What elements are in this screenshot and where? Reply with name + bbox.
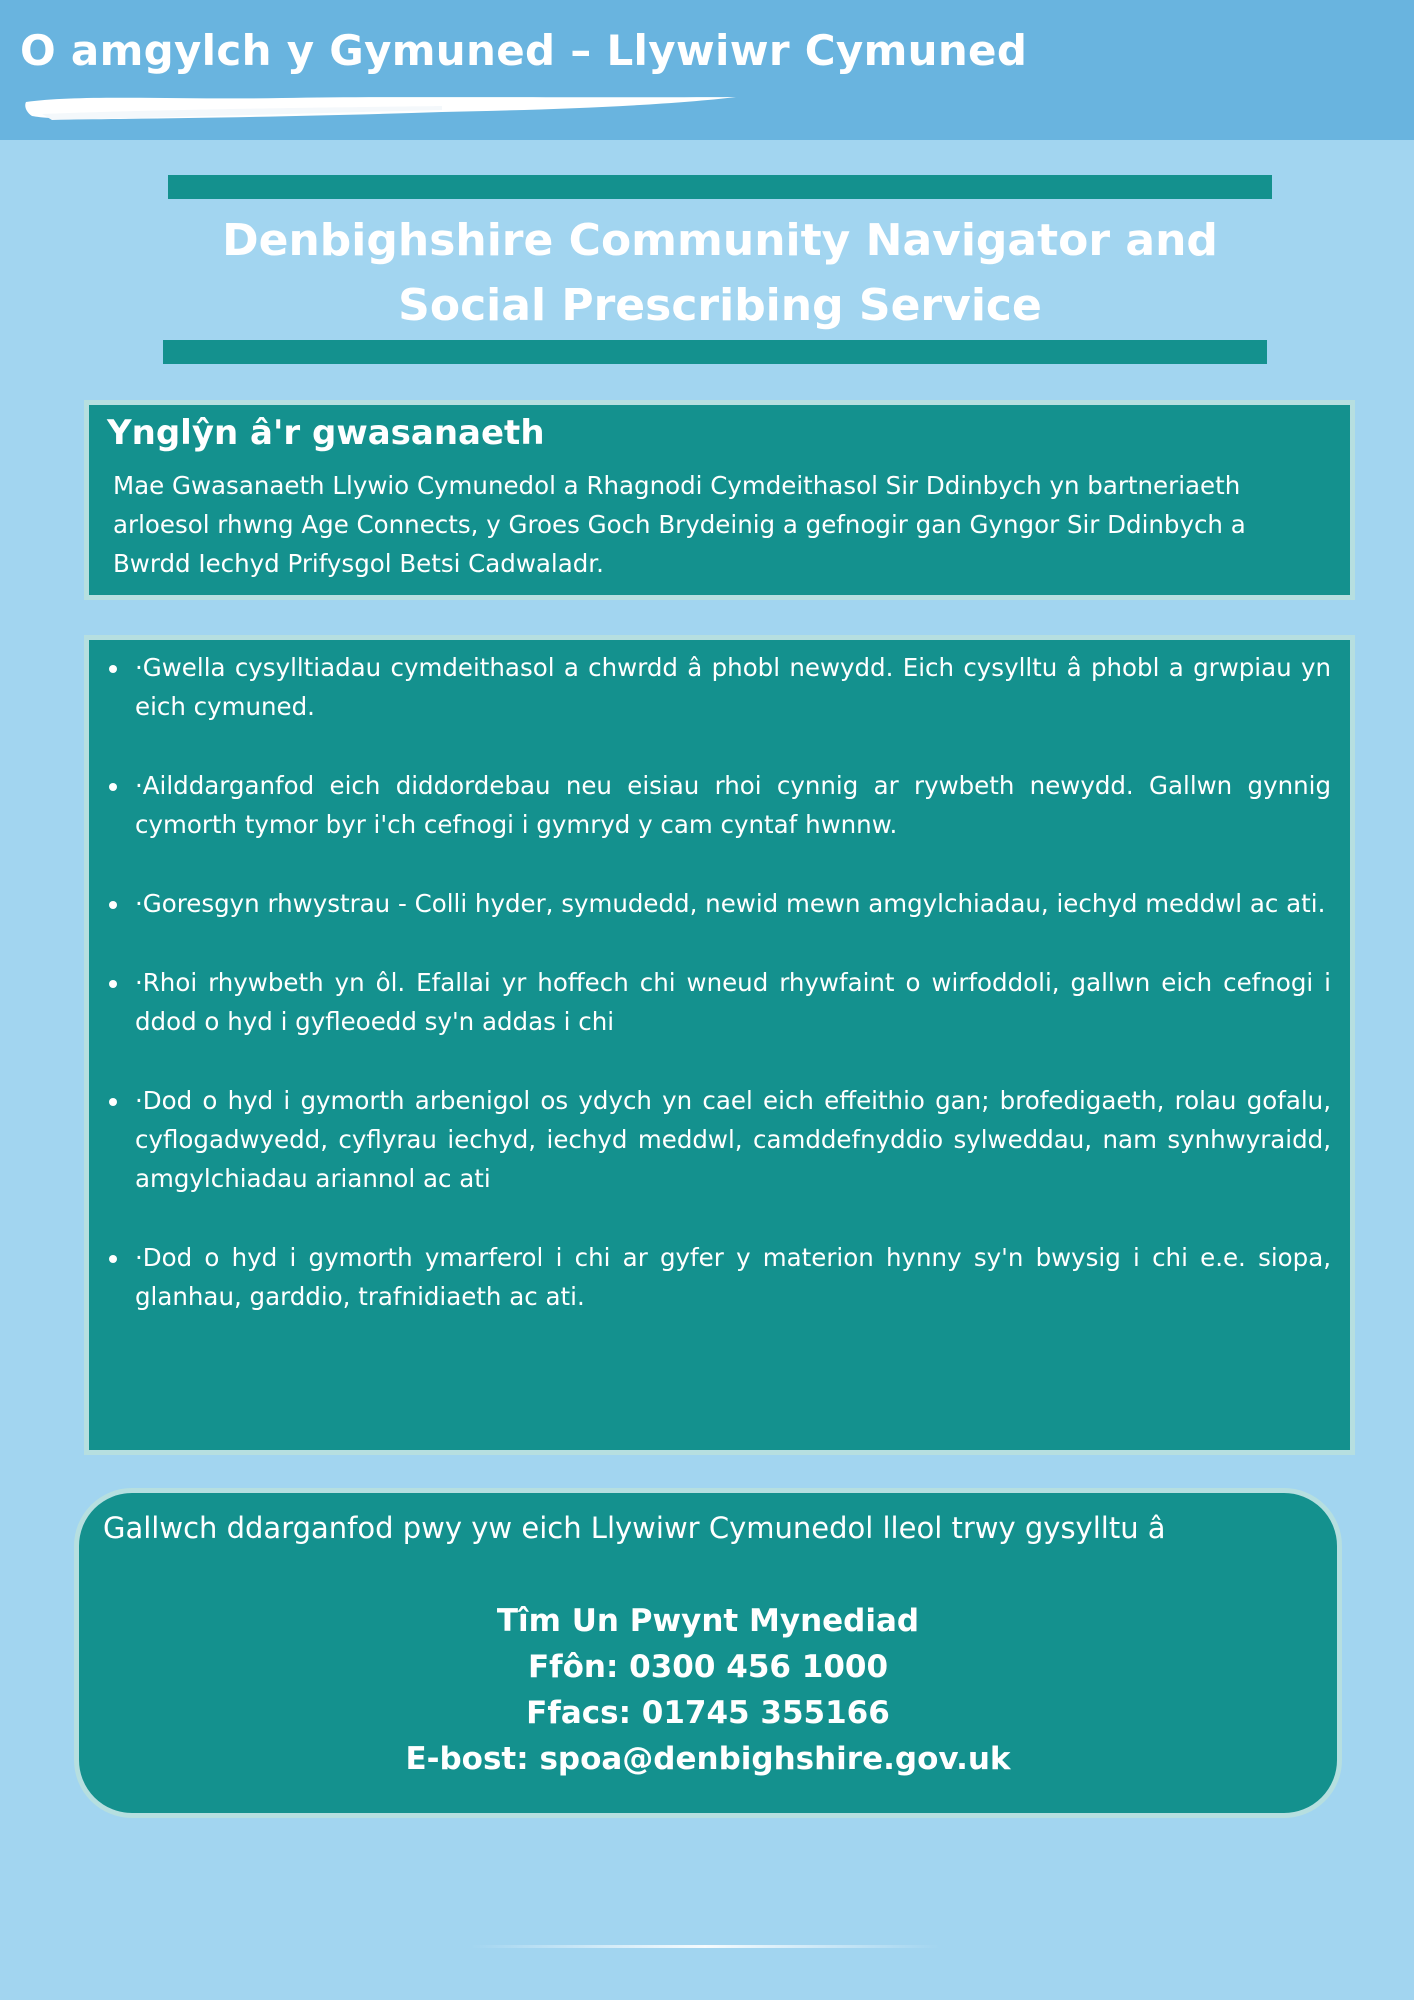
benefits-section xyxy=(84,635,1355,1455)
about-heading: Ynglŷn â'r gwasanaeth xyxy=(107,413,545,453)
list-item: • ·Rhoi rhywbeth yn ôl. Efallai yr hoffech chi wneud rhywfaint o wirfoddoli, gallwn eich cefnogi i ddod o hyd i gyfleoedd sy'n addas i chi xyxy=(131,963,1331,1041)
service-title: Denbighshire Community Navigator and Social Prescribing Service xyxy=(222,215,1218,331)
title-divider-top xyxy=(168,175,1272,199)
contact-fax: Ffacs: 01745 355166 xyxy=(526,1695,890,1731)
contact-section xyxy=(74,1488,1342,1818)
header-title: O amgylch y Gymuned – Llywiwr Cymuned xyxy=(20,26,1028,75)
list-item: • ·Ailddarganfod eich diddordebau neu eisiau rhoi cynnig ar rywbeth newydd. Gallwn gynnig cymorth tymor byr i'ch cefnogi i gymryd y cam cyntaf hwnnw. xyxy=(131,766,1331,844)
list-item: • ·Dod o hyd i gymorth arbenigol os ydych yn cael eich effeithio gan; brofedigaeth, rolau gofalu, cyflogadwyedd, cyflyrau iechyd, iechyd meddwl, camddefnyddio sylweddau, nam synhwyraidd, amgylchiadau ariannol ac ati xyxy=(131,1081,1331,1198)
contact-phone[interactable]: Ffôn: 0300 456 1000 xyxy=(527,1649,889,1685)
list-item: • ·Dod o hyd i gymorth ymarferol i chi ar gyfer y materion hynny sy'n bwysig i chi e.e. siopa, glanhau, garddio, trafnidiaeth ac ati. xyxy=(131,1238,1331,1316)
contact-team: Tîm Un Pwynt Mynediad xyxy=(496,1603,920,1639)
benefits-list xyxy=(131,648,1331,1356)
list-item: • ·Gwella cysylltiadau cymdeithasol a chwrdd â phobl newydd. Eich cysylltu â phobl a grwpiau yn eich cymuned. xyxy=(131,648,1331,726)
about-text: Mae Gwasanaeth Llywio Cymunedol a Rhagnodi Cymdeithasol Sir Ddinbych yn bartneriaeth arloesol rhwng Age Connects, y Groes Goch Brydeinig a gefnogir gan Gyngor Sir Ddinbych a Bwrdd Iechyd Prifysgol Betsi Cadwaladr. xyxy=(113,471,1246,578)
footer-divider xyxy=(470,1945,940,1948)
header-banner xyxy=(0,0,1414,140)
title-divider-bottom xyxy=(163,340,1267,364)
redaction-brush-stroke xyxy=(22,88,742,128)
list-item: • ·Goresgyn rhwystrau - Colli hyder, symudedd, newid mewn amgylchiadau, iechyd meddwl ac ati. xyxy=(131,884,1331,923)
contact-intro: Gallwch ddarganfod pwy yw eich Llywiwr Cymunedol lleol trwy gysylltu â xyxy=(103,1511,1166,1545)
contact-email[interactable]: E-bost: spoa@denbighshire.gov.uk xyxy=(405,1741,1011,1777)
about-section xyxy=(84,400,1355,600)
contact-details xyxy=(79,1598,1337,1782)
